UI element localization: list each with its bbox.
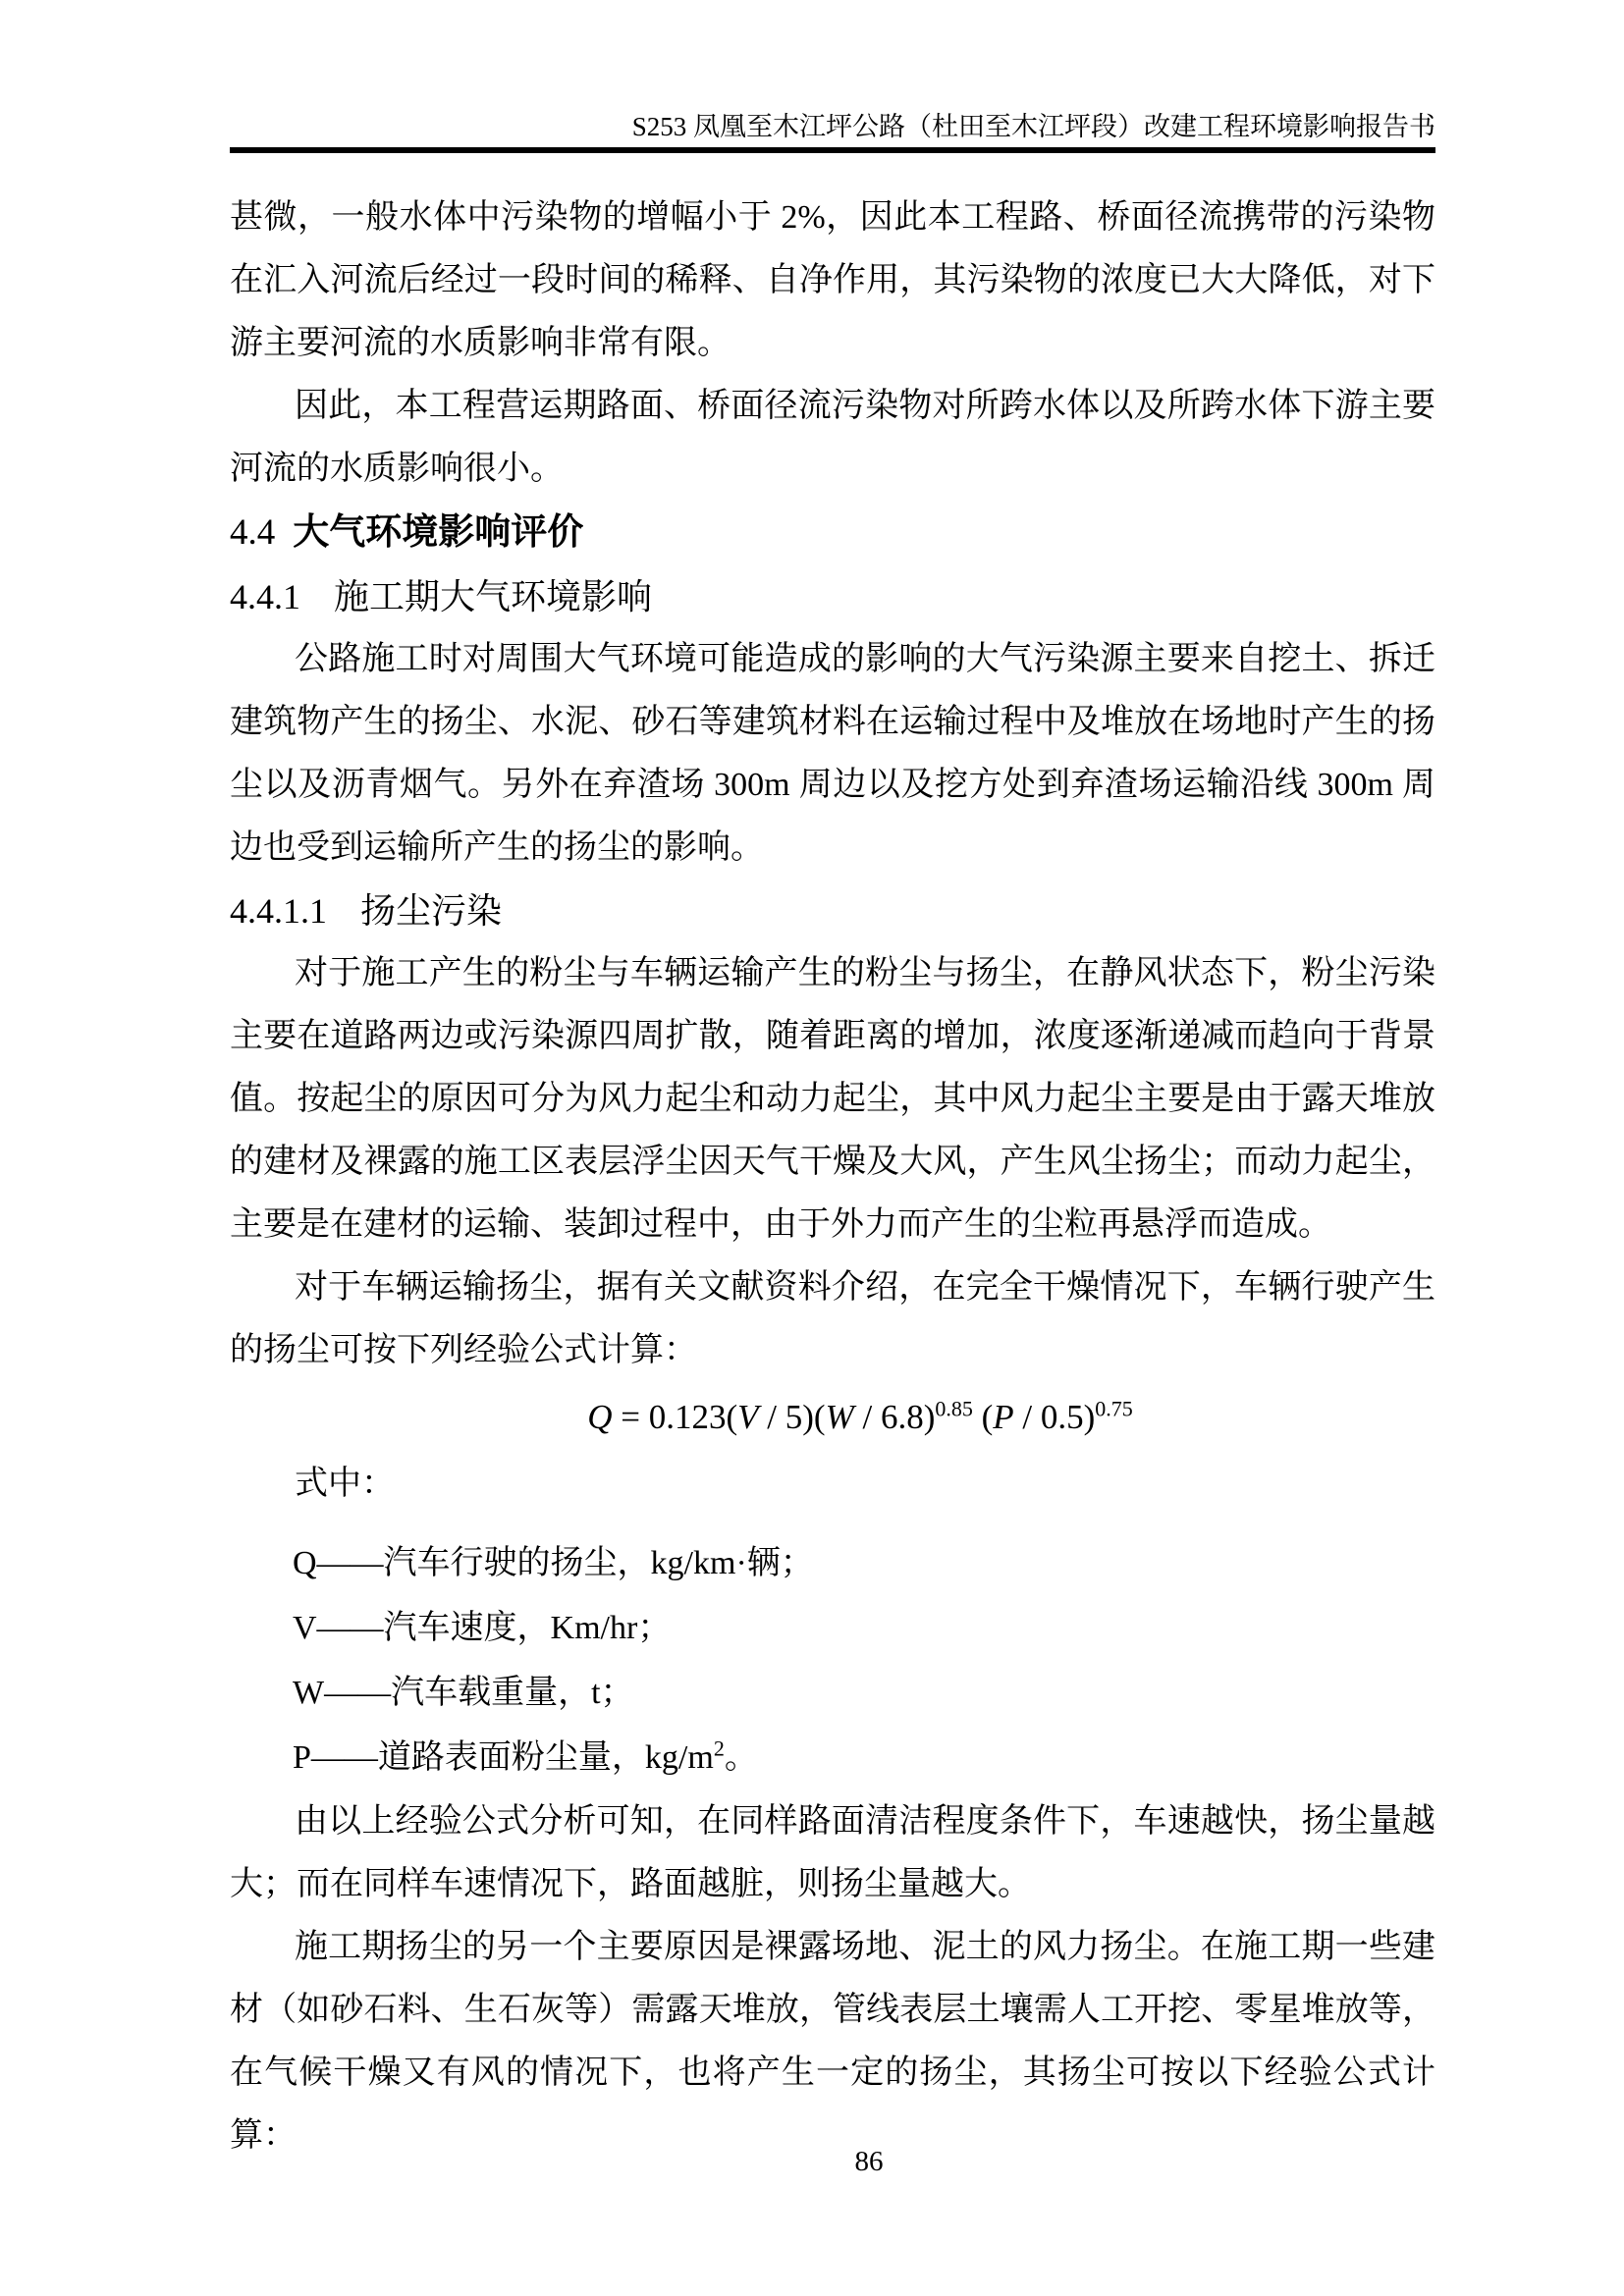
heading-number: 4.4.1.1 [230, 891, 327, 931]
content-column [230, 187, 1435, 2167]
heading-4-4 [230, 501, 1435, 565]
paragraph-dust-dispersion: 对于施工产生的粉尘与车辆运输产生的粉尘与扬尘，在静风状态下，粉尘污染主要在道路两边或污染源四周扩散，随着距离的增加，浓度逐渐递减而趋向于背景值。按起尘的原因可分为风力起尘和动力起尘，其中风力起尘主要是由于露天堆放的建材及裸露的施工区表层浮尘因天气干燥及大风，产生风尘扬尘；而动力起尘，主要是在建材的运输、装卸过程中，由于外力而产生的尘粒再悬浮而造成。 [230, 955, 1435, 1243]
page-footer [230, 2145, 1435, 2178]
variable-definitions [230, 1531, 1435, 1790]
page-number: 86 [854, 2146, 884, 2177]
formula-where-label: 式中： [295, 1466, 395, 1502]
heading-title: 施工期大气环境影响 [334, 577, 653, 616]
definition-v: V——汽车速度，Km/hr； [293, 1610, 672, 1646]
heading-number: 4.4.1 [230, 577, 300, 616]
paragraph-wind-dust: 施工期扬尘的另一个主要原因是裸露场地、泥土的风力扬尘。在施工期一些建材（如砂石料、生石灰等）需露天堆放，管线表层土壤需人工开挖、零星堆放等，在气候干燥又有风的情况下，也将产生一定的扬尘，其扬尘可按以下经验公式计算： [230, 1929, 1435, 2154]
heading-number: 4.4 [230, 512, 276, 553]
heading-4-4-1 [230, 565, 1435, 628]
dust-emission-formula: Q = 0.123(V / 5)(W / 6.8)$^{0.85}$ (P / 0.5)$^{0.75}$ [587, 1396, 1133, 1436]
paragraph-construction-sources: 公路施工时对周围大气环境可能造成的影响的大气污染源主要来自挖土、拆迁建筑物产生的扬尘、水泥、砂石等建筑材料在运输过程中及堆放在场地时产生的扬尘以及沥青烟气。另外在弃渣场 300m 周边以及挖方处到弃渣场运输沿线 300m 周边也受到运输所产生的扬尘的影响。 [230, 641, 1435, 866]
page-header [230, 110, 1435, 153]
paragraph-formula-analysis: 由以上经验公式分析可知，在同样路面清洁程度条件下，车速越快，扬尘量越大；而在同样车速情况下，路面越脏，则扬尘量越大。 [230, 1803, 1435, 1902]
heading-title: 大气环境影响评价 [293, 512, 584, 553]
paragraph-water-impact: 甚微，一般水体中污染物的增幅小于 2%，因此本工程路、桥面径流携带的污染物在汇入河流后经过一段时间的稀释、自净作用，其污染物的浓度已大大降低，对下游主要河流的水质影响非常有限。 [230, 199, 1435, 361]
heading-title: 扬尘污染 [360, 891, 503, 931]
header-title: S253 凤凰至木江坪公路（杜田至木江坪段）改建工程环境影响报告书 [631, 112, 1435, 141]
paragraph-conclusion-water: 因此，本工程营运期路面、桥面径流污染物对所跨水体以及所跨水体下游主要河流的水质影响很小。 [230, 388, 1435, 487]
paragraph-vehicle-dust-intro: 对于车辆运输扬尘，据有关文献资料介绍，在完全干燥情况下，车辆行驶产生的扬尘可按下列经验公式计算： [230, 1269, 1435, 1368]
definition-w: W——汽车载重量，t； [293, 1675, 634, 1711]
heading-4-4-1-1 [230, 880, 1435, 942]
definition-q: Q——汽车行驶的扬尘，kg/km·辆； [293, 1545, 814, 1581]
definition-p: P——道路表面粉尘量，$kg/m^2$。 [293, 1735, 758, 1776]
